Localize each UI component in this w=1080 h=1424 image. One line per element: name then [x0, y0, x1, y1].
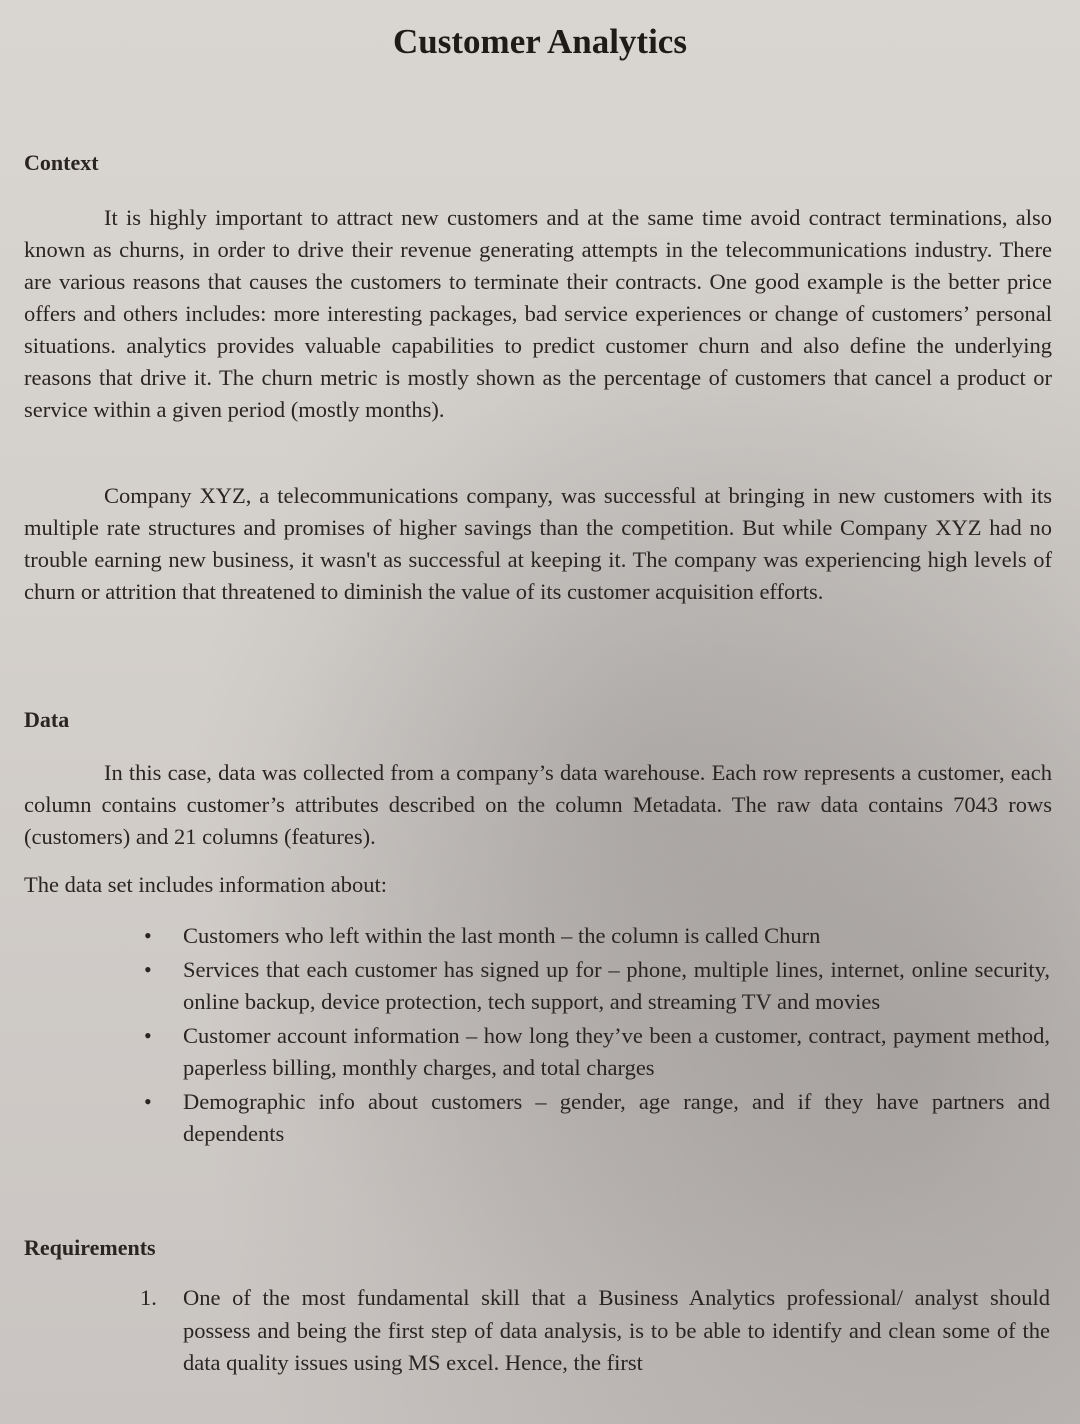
bullet-glyph: •	[144, 956, 152, 982]
section-heading-requirements: Requirements	[24, 1235, 156, 1260]
list-item	[140, 920, 1050, 953]
bullet-glyph: •	[144, 923, 152, 948]
data-paragraph: In this case, data was collected from a company’s data warehouse. Each row represents a customer, each column contains customer’s attributes described on the column Metadata. The raw data contains 7043 rows (customers) and 21 columns (features).	[24, 760, 1052, 849]
data-bullet-list	[140, 920, 1050, 1152]
list-item-text: Services that each customer has signed up for – phone, multiple lines, internet, online security, online backup, device protection, tech support, and streaming TV and movies	[183, 956, 1050, 1014]
list-item-text: Demographic info about customers – gender, age range, and if they have partners and dependents	[183, 1088, 1050, 1146]
list-item-text: One of the most fundamental skill that a Business Analytics professional/ analyst should possess and being the first step of data analysis, is to be able to identify and clean some of the data quality issues using MS excel. Hence, the first	[183, 1285, 1050, 1375]
data-list-intro: The data set includes information about:	[24, 872, 388, 897]
bullet-glyph: •	[144, 1088, 152, 1114]
context-paragraph-1: It is highly important to attract new customers and at the same time avoid contract terminations, also known as churns, in order to drive their revenue generating attempts in the telecommunications industry. There are various reasons that causes the customers to terminate their contracts. One good example is the better price offers and others includes: more interesting packages, bad service experiences or change of customers’ personal situations. analytics provides valuable capabilities to predict customer churn and also define the underlying reasons that drive it. The churn metric is mostly shown as the percentage of customers that cancel a product or service within a given period (mostly months).	[24, 205, 1052, 422]
requirements-list	[140, 1282, 1050, 1381]
bullet-glyph: •	[144, 1022, 152, 1048]
section-heading-context: Context	[24, 150, 99, 175]
section-heading-data: Data	[24, 707, 70, 732]
list-item-text: Customers who left within the last month – the column is called Churn	[183, 923, 821, 948]
list-item-number: 1.	[140, 1285, 157, 1310]
list-item	[140, 1020, 1050, 1085]
list-item-text: Customer account information – how long they’ve been a customer, contract, payment method, paperless billing, monthly charges, and total charges	[183, 1022, 1050, 1080]
page-title: Customer Analytics	[393, 22, 687, 61]
context-paragraph-2: Company XYZ, a telecommunications company, was successful at bringing in new customers with its multiple rate structures and promises of higher savings than the competition. But while Company XYZ had no trouble earning new business, it wasn't as successful at keeping it. The company was experiencing high levels of churn or attrition that threatened to diminish the value of its customer acquisition efforts.	[24, 483, 1052, 604]
list-item	[140, 1086, 1050, 1151]
list-item	[140, 954, 1050, 1019]
list-item	[140, 1282, 1050, 1380]
